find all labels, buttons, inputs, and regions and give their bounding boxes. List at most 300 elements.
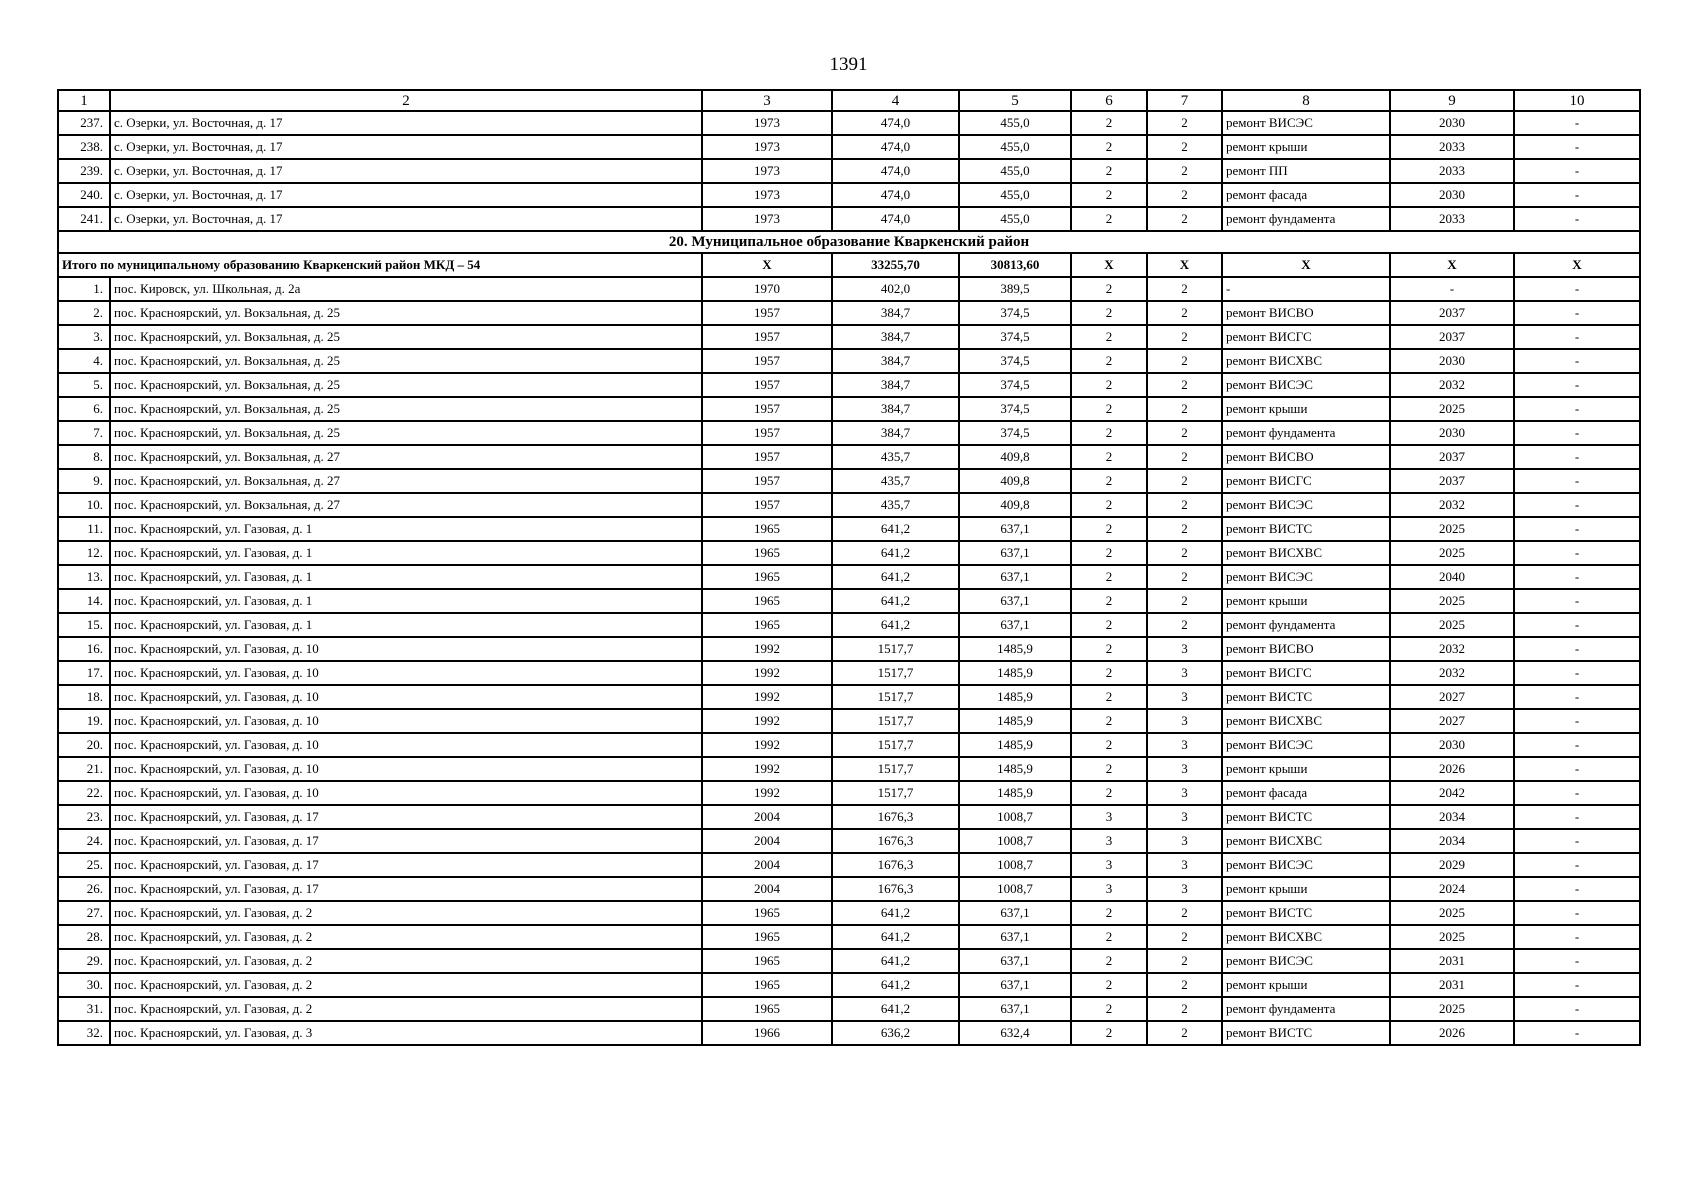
table-cell: 402,0 [832, 277, 959, 301]
table-cell: 1965 [702, 949, 832, 973]
table-cell: - [1514, 877, 1640, 901]
table-cell: 2025 [1390, 901, 1514, 925]
table-cell: 2 [1147, 207, 1222, 231]
table-cell: 3 [1147, 877, 1222, 901]
table-cell: пос. Красноярский, ул. Газовая, д. 2 [110, 949, 702, 973]
table-cell: 2 [1147, 997, 1222, 1021]
table-cell: пос. Красноярский, ул. Вокзальная, д. 25 [110, 349, 702, 373]
table-cell: ремонт ВИСТС [1222, 805, 1390, 829]
table-cell: ремонт ВИСХВС [1222, 925, 1390, 949]
table-cell: 2 [1071, 997, 1147, 1021]
table-cell: пос. Красноярский, ул. Газовая, д. 17 [110, 877, 702, 901]
table-cell: - [1514, 949, 1640, 973]
table-cell: пос. Красноярский, ул. Вокзальная, д. 25 [110, 325, 702, 349]
table-cell: пос. Красноярский, ул. Вокзальная, д. 25 [110, 421, 702, 445]
table-cell: 374,5 [959, 349, 1071, 373]
table-cell: 2033 [1390, 159, 1514, 183]
table-cell: 2 [1147, 469, 1222, 493]
table-cell: 641,2 [832, 997, 959, 1021]
table-cell: 637,1 [959, 565, 1071, 589]
table-cell: - [1514, 925, 1640, 949]
table-cell: 1485,9 [959, 757, 1071, 781]
table-header-row [58, 90, 1640, 111]
table-cell: 1970 [702, 277, 832, 301]
table-cell: ремонт фундамента [1222, 207, 1390, 231]
table-cell: 2025 [1390, 997, 1514, 1021]
table-cell: 2037 [1390, 301, 1514, 325]
table-cell: 1973 [702, 207, 832, 231]
section-title-row [58, 231, 1640, 253]
table-cell: - [1514, 853, 1640, 877]
table-cell: 1992 [702, 637, 832, 661]
table-cell: 2032 [1390, 637, 1514, 661]
table-cell: 1485,9 [959, 685, 1071, 709]
total-cell: X [1222, 253, 1390, 277]
table-cell: - [1514, 493, 1640, 517]
table-cell: 9. [58, 469, 110, 493]
table-row [58, 925, 1640, 949]
table-cell: 2 [1147, 565, 1222, 589]
table-row [58, 997, 1640, 1021]
table-row [58, 637, 1640, 661]
table-cell: пос. Красноярский, ул. Газовая, д. 1 [110, 565, 702, 589]
table-cell: 2 [1071, 901, 1147, 925]
table-cell: пос. Красноярский, ул. Газовая, д. 2 [110, 973, 702, 997]
table-cell: 1992 [702, 757, 832, 781]
table-cell: 1485,9 [959, 661, 1071, 685]
table-cell: ремонт ВИСТС [1222, 901, 1390, 925]
table-cell: ремонт крыши [1222, 877, 1390, 901]
table-cell: - [1514, 325, 1640, 349]
table-cell: 2 [1147, 1021, 1222, 1045]
table-cell: 641,2 [832, 589, 959, 613]
table-cell: 389,5 [959, 277, 1071, 301]
table-cell: 2037 [1390, 469, 1514, 493]
table-cell: ремонт ВИСЭС [1222, 733, 1390, 757]
table-cell: 641,2 [832, 565, 959, 589]
table-cell: 2 [1147, 301, 1222, 325]
table-row [58, 685, 1640, 709]
table-row [58, 517, 1640, 541]
table-cell: 384,7 [832, 325, 959, 349]
table-row [58, 805, 1640, 829]
table-cell: - [1514, 1021, 1640, 1045]
table-cell: 2027 [1390, 685, 1514, 709]
table-cell: 13. [58, 565, 110, 589]
table-cell: 1992 [702, 685, 832, 709]
table-cell: 1965 [702, 901, 832, 925]
table-cell: 1957 [702, 469, 832, 493]
section-title: 20. Муниципальное образование Кваркенский район [58, 231, 1640, 253]
table-cell: пос. Красноярский, ул. Вокзальная, д. 25 [110, 301, 702, 325]
table-cell: 2 [1071, 207, 1147, 231]
table-row [58, 853, 1640, 877]
table-cell: 474,0 [832, 183, 959, 207]
table-cell: 2. [58, 301, 110, 325]
table-row [58, 207, 1640, 231]
table-cell: 455,0 [959, 183, 1071, 207]
table-cell: 17. [58, 661, 110, 685]
table-cell: 2 [1071, 373, 1147, 397]
table-cell: 3 [1147, 637, 1222, 661]
table-cell: 2 [1071, 541, 1147, 565]
table-cell: 2026 [1390, 1021, 1514, 1045]
table-cell: 1485,9 [959, 637, 1071, 661]
table-cell: 3. [58, 325, 110, 349]
table-cell: - [1514, 397, 1640, 421]
table-cell: 2 [1147, 135, 1222, 159]
table-cell: 2 [1071, 397, 1147, 421]
table-cell: ремонт ВИСГС [1222, 661, 1390, 685]
table-cell: 374,5 [959, 397, 1071, 421]
table-cell: 2 [1071, 1021, 1147, 1045]
table-cell: 1517,7 [832, 685, 959, 709]
table-row [58, 661, 1640, 685]
table-cell: 374,5 [959, 301, 1071, 325]
table-cell: 2 [1071, 757, 1147, 781]
table-cell: 641,2 [832, 949, 959, 973]
table-cell: 1517,7 [832, 757, 959, 781]
table-cell: ремонт ПП [1222, 159, 1390, 183]
table-cell: 2026 [1390, 757, 1514, 781]
table-cell: 3 [1147, 685, 1222, 709]
table-cell: 2 [1071, 709, 1147, 733]
table-cell: 374,5 [959, 325, 1071, 349]
table-cell: пос. Красноярский, ул. Газовая, д. 1 [110, 541, 702, 565]
table-cell: ремонт ВИСГС [1222, 469, 1390, 493]
table-cell: 374,5 [959, 373, 1071, 397]
table-cell: - [1514, 613, 1640, 637]
table-cell: 1957 [702, 349, 832, 373]
table-cell: - [1222, 277, 1390, 301]
table-cell: ремонт крыши [1222, 757, 1390, 781]
table-cell: пос. Красноярский, ул. Вокзальная, д. 27 [110, 493, 702, 517]
table-cell: 239. [58, 159, 110, 183]
table-cell: 19. [58, 709, 110, 733]
table-cell: 1957 [702, 397, 832, 421]
table-cell: - [1514, 301, 1640, 325]
table-cell: пос. Красноярский, ул. Газовая, д. 1 [110, 517, 702, 541]
table-cell: ремонт фасада [1222, 781, 1390, 805]
table-cell: 474,0 [832, 207, 959, 231]
table-cell: 1008,7 [959, 805, 1071, 829]
table-cell: 2 [1071, 517, 1147, 541]
table-cell: пос. Красноярский, ул. Газовая, д. 3 [110, 1021, 702, 1045]
table-row [58, 183, 1640, 207]
table-cell: 637,1 [959, 589, 1071, 613]
table-cell: 2031 [1390, 949, 1514, 973]
table-cell: 3 [1147, 661, 1222, 685]
table-cell: ремонт ВИСВО [1222, 445, 1390, 469]
table-cell: с. Озерки, ул. Восточная, д. 17 [110, 111, 702, 135]
table-cell: - [1514, 685, 1640, 709]
table-cell: 2 [1071, 493, 1147, 517]
table-cell: пос. Красноярский, ул. Газовая, д. 10 [110, 637, 702, 661]
table-cell: 2033 [1390, 135, 1514, 159]
column-header: 5 [959, 90, 1071, 111]
table-cell: 2 [1147, 493, 1222, 517]
table-cell: с. Озерки, ул. Восточная, д. 17 [110, 207, 702, 231]
total-cell: X [1147, 253, 1222, 277]
table-cell: 455,0 [959, 207, 1071, 231]
table-cell: 2030 [1390, 733, 1514, 757]
table-cell: 409,8 [959, 469, 1071, 493]
table-cell: пос. Красноярский, ул. Газовая, д. 2 [110, 901, 702, 925]
table-cell: - [1514, 541, 1640, 565]
table-cell: 2030 [1390, 421, 1514, 445]
table-cell: 384,7 [832, 301, 959, 325]
table-cell: 1992 [702, 709, 832, 733]
table-cell: 2 [1147, 277, 1222, 301]
table-cell: 25. [58, 853, 110, 877]
table-cell: 637,1 [959, 613, 1071, 637]
table-cell: 2025 [1390, 589, 1514, 613]
table-cell: ремонт ВИСХВС [1222, 541, 1390, 565]
table-cell: 3 [1147, 709, 1222, 733]
table-row [58, 493, 1640, 517]
table-cell: ремонт фундамента [1222, 421, 1390, 445]
table-cell: 474,0 [832, 135, 959, 159]
total-cell: X [702, 253, 832, 277]
column-header: 1 [58, 90, 110, 111]
table-cell: 1973 [702, 159, 832, 183]
table-cell: 1517,7 [832, 709, 959, 733]
table-cell: 26. [58, 877, 110, 901]
table-cell: 455,0 [959, 135, 1071, 159]
table-cell: 32. [58, 1021, 110, 1045]
total-cell: X [1514, 253, 1640, 277]
table-cell: 3 [1147, 757, 1222, 781]
table-cell: 1965 [702, 997, 832, 1021]
table-cell: пос. Красноярский, ул. Вокзальная, д. 27 [110, 469, 702, 493]
table-cell: 435,7 [832, 445, 959, 469]
column-header: 3 [702, 90, 832, 111]
table-cell: 2 [1147, 183, 1222, 207]
table-cell: пос. Красноярский, ул. Газовая, д. 17 [110, 853, 702, 877]
table-cell: - [1514, 805, 1640, 829]
table-cell: 8. [58, 445, 110, 469]
table-cell: 5. [58, 373, 110, 397]
table-row [58, 421, 1640, 445]
table-row [58, 469, 1640, 493]
table-row [58, 949, 1640, 973]
table-cell: - [1514, 517, 1640, 541]
table-cell: 2029 [1390, 853, 1514, 877]
table-cell: ремонт крыши [1222, 589, 1390, 613]
table-cell: пос. Красноярский, ул. Вокзальная, д. 25 [110, 397, 702, 421]
table-cell: 2 [1071, 781, 1147, 805]
table-cell: 637,1 [959, 517, 1071, 541]
table-cell: 632,4 [959, 1021, 1071, 1045]
table-cell: ремонт ВИСВО [1222, 637, 1390, 661]
table-cell: 2030 [1390, 183, 1514, 207]
table-cell: 636,2 [832, 1021, 959, 1045]
table-cell: 637,1 [959, 997, 1071, 1021]
table-cell: 374,5 [959, 421, 1071, 445]
table-cell: 2037 [1390, 325, 1514, 349]
table-cell: 3 [1147, 781, 1222, 805]
table-cell: 16. [58, 637, 110, 661]
table-cell: 1517,7 [832, 781, 959, 805]
capital-repair-table [57, 89, 1641, 1046]
table-cell: - [1514, 565, 1640, 589]
table-cell: 2032 [1390, 493, 1514, 517]
table-cell: 2 [1071, 183, 1147, 207]
table-cell: 1485,9 [959, 733, 1071, 757]
table-cell: 641,2 [832, 973, 959, 997]
table-cell: 2040 [1390, 565, 1514, 589]
total-cell: X [1071, 253, 1147, 277]
table-cell: 2 [1071, 159, 1147, 183]
table-cell: 2 [1147, 111, 1222, 135]
table-cell: 435,7 [832, 469, 959, 493]
table-cell: ремонт ВИСЭС [1222, 111, 1390, 135]
table-cell: пос. Красноярский, ул. Газовая, д. 17 [110, 805, 702, 829]
table-row [58, 277, 1640, 301]
table-cell: 2031 [1390, 973, 1514, 997]
table-row [58, 325, 1640, 349]
table-cell: 2 [1147, 421, 1222, 445]
table-cell: 12. [58, 541, 110, 565]
table-cell: 2037 [1390, 445, 1514, 469]
table-cell: 10. [58, 493, 110, 517]
table-cell: пос. Красноярский, ул. Газовая, д. 1 [110, 613, 702, 637]
table-cell: ремонт фундамента [1222, 997, 1390, 1021]
table-cell: 641,2 [832, 901, 959, 925]
table-row [58, 709, 1640, 733]
table-cell: 641,2 [832, 925, 959, 949]
table-cell: 2030 [1390, 111, 1514, 135]
table-cell: 2032 [1390, 373, 1514, 397]
column-header: 10 [1514, 90, 1640, 111]
table-cell: 2027 [1390, 709, 1514, 733]
table-cell: ремонт ВИСЭС [1222, 949, 1390, 973]
table-cell: 2 [1071, 661, 1147, 685]
table-cell: пос. Красноярский, ул. Газовая, д. 17 [110, 829, 702, 853]
table-cell: 2 [1071, 565, 1147, 589]
table-cell: 2 [1147, 159, 1222, 183]
table-cell: 29. [58, 949, 110, 973]
table-cell: 2 [1147, 373, 1222, 397]
table-cell: пос. Красноярский, ул. Газовая, д. 10 [110, 733, 702, 757]
table-cell: 1517,7 [832, 733, 959, 757]
table-cell: 1957 [702, 373, 832, 397]
table-row [58, 541, 1640, 565]
table-cell: с. Озерки, ул. Восточная, д. 17 [110, 135, 702, 159]
table-cell: - [1514, 589, 1640, 613]
table-cell: 1517,7 [832, 661, 959, 685]
table-cell: 240. [58, 183, 110, 207]
table-cell: пос. Кировск, ул. Школьная, д. 2а [110, 277, 702, 301]
table-cell: 24. [58, 829, 110, 853]
table-cell: 2 [1071, 445, 1147, 469]
table-cell: 30. [58, 973, 110, 997]
table-cell: - [1514, 661, 1640, 685]
table-cell: - [1514, 445, 1640, 469]
table-cell: 435,7 [832, 493, 959, 517]
table-cell: 474,0 [832, 111, 959, 135]
table-cell: - [1514, 709, 1640, 733]
table-cell: 31. [58, 997, 110, 1021]
table-cell: 2004 [702, 829, 832, 853]
table-body [58, 90, 1640, 1045]
table-cell: ремонт крыши [1222, 397, 1390, 421]
table-cell: 474,0 [832, 159, 959, 183]
table-cell: 1965 [702, 589, 832, 613]
total-cell: 33255,70 [832, 253, 959, 277]
table-cell: 1965 [702, 973, 832, 997]
table-cell: 2 [1147, 949, 1222, 973]
table-cell: 455,0 [959, 111, 1071, 135]
table-cell: 2032 [1390, 661, 1514, 685]
table-cell: 2 [1071, 277, 1147, 301]
table-row [58, 373, 1640, 397]
table-cell: - [1514, 135, 1640, 159]
table-cell: 2025 [1390, 541, 1514, 565]
table-cell: 1676,3 [832, 829, 959, 853]
table-cell: 2 [1071, 349, 1147, 373]
table-cell: ремонт ВИСЭС [1222, 565, 1390, 589]
table-cell: пос. Красноярский, ул. Газовая, д. 1 [110, 589, 702, 613]
table-cell: 637,1 [959, 949, 1071, 973]
table-cell: 2 [1147, 445, 1222, 469]
table-cell: 2 [1071, 135, 1147, 159]
table-cell: 3 [1071, 805, 1147, 829]
table-cell: 2025 [1390, 397, 1514, 421]
table-row [58, 973, 1640, 997]
table-cell: 2 [1071, 637, 1147, 661]
table-cell: 384,7 [832, 373, 959, 397]
table-cell: 2 [1147, 973, 1222, 997]
table-cell: 1517,7 [832, 637, 959, 661]
table-cell: - [1514, 421, 1640, 445]
table-row [58, 159, 1640, 183]
column-header: 6 [1071, 90, 1147, 111]
table-cell: 2 [1071, 301, 1147, 325]
table-cell: пос. Красноярский, ул. Газовая, д. 2 [110, 997, 702, 1021]
table-cell: 2042 [1390, 781, 1514, 805]
table-cell: - [1514, 973, 1640, 997]
total-row [58, 253, 1640, 277]
table-cell: пос. Красноярский, ул. Вокзальная, д. 27 [110, 445, 702, 469]
table-cell: - [1514, 829, 1640, 853]
table-row [58, 1021, 1640, 1045]
page-number: 1391 [829, 54, 868, 75]
table-cell: 15. [58, 613, 110, 637]
table-cell: - [1514, 733, 1640, 757]
table-cell: 1676,3 [832, 805, 959, 829]
table-cell: ремонт ВИСХВС [1222, 709, 1390, 733]
table-cell: 2 [1147, 517, 1222, 541]
table-cell: 28. [58, 925, 110, 949]
table-cell: 21. [58, 757, 110, 781]
table-row [58, 111, 1640, 135]
table-cell: 2025 [1390, 925, 1514, 949]
table-cell: 22. [58, 781, 110, 805]
table-cell: 2 [1147, 901, 1222, 925]
table-cell: 2 [1147, 397, 1222, 421]
table-cell: 2 [1071, 325, 1147, 349]
table-cell: - [1514, 781, 1640, 805]
table-cell: 637,1 [959, 973, 1071, 997]
table-cell: 455,0 [959, 159, 1071, 183]
table-cell: - [1514, 159, 1640, 183]
table-cell: пос. Красноярский, ул. Газовая, д. 10 [110, 685, 702, 709]
table-cell: 2 [1071, 589, 1147, 613]
table-cell: 1957 [702, 493, 832, 517]
table-cell: 1965 [702, 541, 832, 565]
table-cell: 14. [58, 589, 110, 613]
